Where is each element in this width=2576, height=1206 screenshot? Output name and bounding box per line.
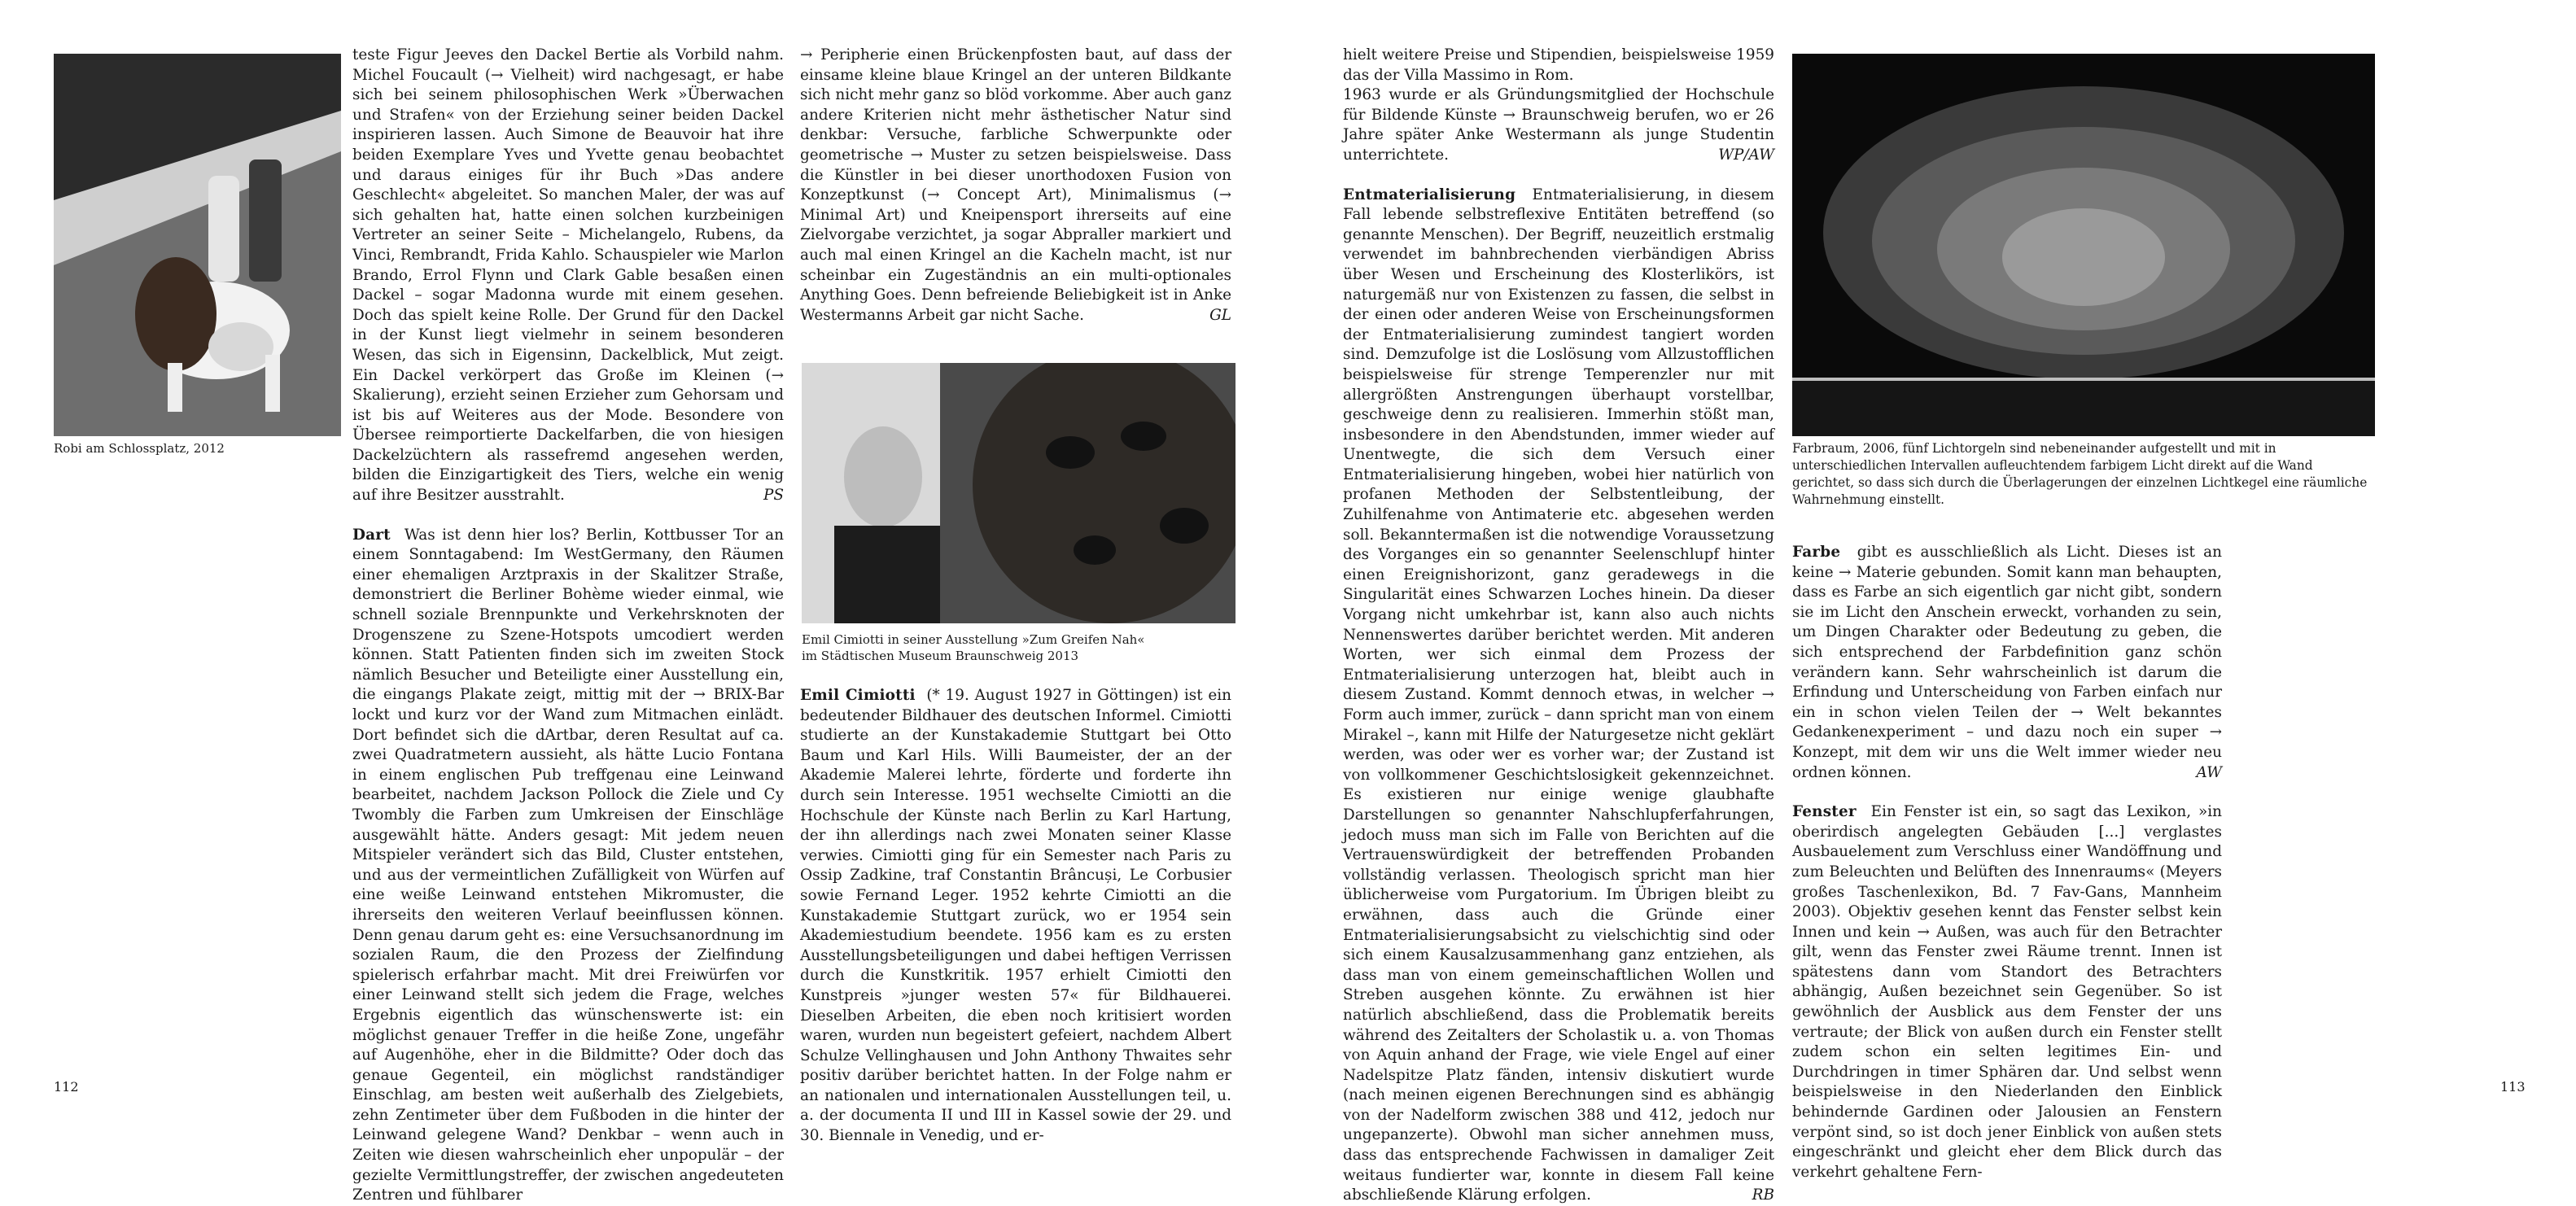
right-column-left	[1343, 46, 1774, 1206]
entry-heading: Farbe	[1792, 544, 1841, 561]
entry-farbe: Farbe gibt es ausschließlich als Licht. Dieses ist an keine → Materie gebunden. Somit kann man behaupten, dass es Farbe an sich eigentlich gar nicht gibt, sondern sie im Licht den Anschein erweckt, vorhanden zu sein, um Dingen Charakter oder Bedeutung zu geben, die sich entsprechend der Farbdefinition ganz schön verändern kann. Sehr wahrscheinlich ist darum die Erfindung und Unterscheidung von Farben einfach nur ein in schon vielen Teilen der → Welt bekanntes Gedankenexperiment – und dazu noch ein super → Konzept, mit dem wir uns die Welt immer wieder neu ordnen können. AW	[1792, 543, 2222, 783]
cimiotti-entry-continued-2: 1963 wurde er als Gründungsmitglied der Hochschule für Bildende Künste → Braunschweig berufen, wo er 26 Jahre später Anke Westermann als junge Studentin unterrichtete. WP/AW	[1343, 85, 1774, 165]
entry-heading: Entmaterialisierung	[1343, 186, 1516, 203]
entry-heading: Dart	[352, 526, 391, 544]
signature: PS	[763, 487, 784, 505]
dart-entry-continued: → Peripherie einen Brückenpfosten baut, auf dass der einsame kleine blaue Kringel an der unteren Bildkante sich nicht mehr ganz so blöd vorkomme. Aber auch ganz andere Kriterien nicht mehr ästhetischer Natur sind denkbar: Versuche, farbliche Schwerpunkte oder geometrische → Muster zu setzen beispielsweise. Dass die Künstler in bei dieser unorthodoxen Fusion von Konzeptkunst (→ Concept Art), Minimalismus (→ Minimal Art) und Kneipensport ihrerseits auf eine Zielvorgabe verzichtet, ja sogar Abpraller markiert und auch mal einen Kringel an die Kacheln macht, ist nur scheinbar ein Zugeständnis an ein multi-optionales Anything Goes. Denn befreiende Beliebigkeit ist in Anke Westermanns Arbeit gar nicht Sache. GL	[800, 46, 1231, 326]
signature: AW	[2196, 763, 2222, 781]
cimiotti-entry-continued: hielt weitere Preise und Stipendien, beispielsweise 1959 das der Villa Massimo in Rom.	[1343, 46, 1774, 84]
entry-heading: Emil Cimiotti	[800, 687, 916, 704]
portrait-photo	[802, 363, 1236, 623]
dog-photo-caption: Robi am Schlossplatz, 2012	[54, 441, 225, 456]
signature: RB	[1752, 1186, 1774, 1204]
dog-photo	[54, 54, 341, 436]
entry-dart: Dart Was ist denn hier los? Berlin, Kottbusser Tor an einem Sonntagabend: Im WestGermany, den Räumen einer ehemaligen Arztpraxis in der Skalitzer Straße, demonstriert die Berliner Bohème wieder einmal, wie schnell soziale Brennpunkte und Verkehrsknoten der Drogenszene zu Szene-Hotspots umcodiert werden können. Statt Patienten finden sich im zweiten Stock nämlich Besucher und Beteiligte einer Ausstellung ein, die eingangs Plakate zeigt, mittig mit der → BRIX-Bar lockt und kurz vor der Wand zum Mitmachen einlädt. Dort befindet sich die dArtbar, deren Resultat auf ca. zwei Quadratmetern aussieht, als hätte Lucio Fontana in einem englischen Pub treffgenau eine Leinwand bearbeitet, nachdem Jackson Pollock die Ziele und Cy Twombly die Farben zum Umkreisen der Einschläge ausgewählt hätte. Anders gesagt: Mit jedem neuen Mitspieler verändert sich das Bild, Cluster entstehen, und aus der vermeintlichen Zufälligkeit von Würfen auf eine weiße Leinwand entstehen Mikromuster, die ihrerseits den weiteren Verlauf beeinflussen können. Denn genau darum geht es: eine Versuchsanordnung im sozialen Raum, die den Prozess der Zielfindung spielerisch erfahrbar macht. Mit drei Freiwürfen vor einer Leinwand stellt sich jedem die Frage, welches Ergebnis eigentlich das wünschenswerte ist: ein möglichst genauer Treffer in die heiße Zone, ungefähr auf Augenhöhe, eher in die Bildmitte? Oder doch das genaue Gegenteil, ein möglichst randständiger Einschlag, am besten weit außerhalb des Zielgebiets, zehn Zentimeter über dem Fußboden in die hinter der Leinwand gelegene Wand? Denkbar – wenn auch in Zeiten wie diesen wahrscheinlich eher unpopulär – der gezielte Vermittlungstreffer, der zwischen angedeuteten Zentren und fühlbarer	[352, 526, 784, 1204]
light-photo-caption: Farbraum, 2006, fünf Lichtorgeln sind nebeneinander aufgestellt und mit in unterschiedlichen Intervallen aufleuchtendem farbigem Licht direkt auf die Wand gerichtet, so dass sich durch die Überlagerungen der einzelnen Lichtkegel eine räumliche Wahrnehmung einstellt.	[1792, 441, 2368, 507]
entry-heading: Fenster	[1792, 803, 1857, 821]
entry-fenster: Fenster Ein Fenster ist ein, so sagt das Lexikon, »in oberirdisch angelegten Gebäuden [...] verglastes Ausbauelement zum Verschluss einer Wandöffnung und zum Beleuchten und Belüften des Innenraums« (Meyers großes Taschenlexikon, Bd. 7 Fav-Gans, Mannheim 2003). Objektiv gesehen kennt das Fenster selbst kein Innen und kein → Außen, was auch für den Betrachter gilt, wenn das Fenster zwei Räume trennt. Innen ist spätestens dann vom Standort des Betrachters abhängig, Außen bezeichnet sein Gegenüber. So ist gewöhnlich der Ausblick aus dem Fenster der uns vertraute; der Blick von außen durch ein Fenster stellt zudem schon ein selten legitimes Ein- und Durchdringen in timer Sphären dar. Und selbst wenn beispielsweise in den Niederlanden den Einblick behindernde Gardinen oder Jalousien an Fenstern verpönt sind, so ist doch jener Einblick von außen stets eingeschränkt und gleicht eher dem Blick durch das verkehrt gehaltene Fern-	[1792, 803, 2222, 1181]
portrait-photo-caption	[802, 631, 1241, 664]
caption-line: Emil Cimiotti in seiner Ausstellung »Zum Greifen Nah«	[802, 632, 1145, 647]
light-installation-photo	[1792, 54, 2375, 436]
dackel-entry-continued: teste Figur Jeeves den Dackel Bertie als Vorbild nahm. Michel Foucault (→ Vielheit) wird nachgesagt, er habe sich bei seinem philosophischen Werk »Überwachen und Strafen« von der Erziehung seiner beiden Dackel inspirieren lassen. Auch Simone de Beauvoir hat ihre beiden Exemplare Yves und Yvette genau beobachtet und daraus einiges für ihr Buch »Das andere Geschlecht« abgeleitet. So manchen Maler, der was auf sich gehalten hat, hatte einen solchen kurzbeinigen Vertreter an seiner Seite – Michelangelo, Rubens, da Vinci, Rembrandt, Frida Kahlo. Schauspieler wie Marlon Brando, Errol Flynn und Clark Gable besaßen einen Dackel – sogar Madonna wurde mit einem gesehen. Doch das spielt keine Rolle. Der Grund für den Dackel in der Kunst liegt vielmehr in seinem besonderen Wesen, das sich in Eigensinn, Dackelblick, Mut zeigt. Ein Dackel verkörpert das Große im Kleinen (→ Skalierung), erzieht seinen Erzieher zum Gehorsam und ist bis auf Weiteres aus der Mode. Besondere von Übersee reimportierte Dackelfarben, die von hiesigen Dackelzüchtern als rassefremd angesehen werden, bilden die Einzigartigkeit des Tiers, welche ein wenig auf ihre Besitzer ausstrahlt. PS	[352, 46, 784, 506]
signature: GL	[1209, 306, 1231, 324]
page-number-right: 113	[2500, 1079, 2526, 1095]
page-number-left: 112	[54, 1079, 79, 1095]
middle-column-top	[800, 46, 1231, 326]
caption-line: im Städtischen Museum Braunschweig 2013	[802, 649, 1079, 663]
left-column	[352, 46, 784, 1206]
entry-cimiotti: Emil Cimiotti (* 19. August 1927 in Göttingen) ist ein bedeutender Bildhauer des deutschen Informel. Cimiotti studierte an der Kunstakademie Stuttgart bei Otto Baum und Karl Hils. Willi Baumeister, der an der Akademie Malerei lehrte, förderte und forderte ihn durch sein Interesse. 1951 wechselte Cimiotti an die Hochschule der Künste nach Berlin zu Karl Hartung, der ihn allerdings nach zwei Monaten seiner Klasse verwies. Cimiotti ging für ein Semester nach Paris zu Ossip Zadkine, traf Constantin Brâncuși, Le Corbusier sowie Fernand Leger. 1952 kehrte Cimiotti an die Kunstakademie Stuttgart zurück, wo er 1954 sein Akademiestudium beendete. 1956 kam es zu ersten Ausstellungsbeteiligungen und dabei heftigen Verrissen durch die Kunstkritik. 1957 erhielt Cimiotti den Kunstpreis »junger westen 57« für Bildhauerei. Dieselben Arbeiten, die eben noch kritisiert worden waren, wurden nun begeistert gefeiert, nachdem Albert Schulze Vellinghausen und John Anthony Thwaites sehr positiv darüber berichtet hatten. In der Folge nahm er an nationalen und internationalen Ausstellungen teil, u. a. der documenta II und III in Kassel sowie der 29. und 30. Biennale in Venedig, und er-	[800, 687, 1231, 1145]
signature: WP/AW	[1718, 146, 1774, 164]
middle-column-bottom	[800, 686, 1231, 1147]
right-column-right	[1792, 543, 2222, 1182]
entry-entmaterialisierung: Entmaterialisierung Entmaterialisierung, in diesem Fall lebende selbstreflexive Entitäten betreffend (so genannte Menschen). Der Begriff, neuzeitlich erstmalig verwendet im bahnbrechenden vierbändigen Abriss über Wesen und Erscheinung des Klosterlikörs, ist naturgemäß nur von Existenzen zu fassen, die selbst in der einen oder anderen Weise von Erscheinungsformen der Entmaterialisierung zumindest tangiert worden sind. Demzufolge ist die Loslösung vom Allzustofflichen beispielsweise für strenge Temperenzler nur mit allergrößten Anstrengungen überhaupt vorstellbar, geschweige denn zu realisieren. Immerhin stößt man, insbesondere in den Abendstunden, immer wieder auf Unentwegte, die sich dem Versuch einer Entmaterialisierung hingeben, wobei hier natürlich von profanen Methoden der Selbstentleibung, der Zuhilfenahme von Antimaterie etc. abgesehen werden soll. Bekanntermaßen ist die notwendige Voraussetzung des Vorganges ein so genannter Seelenschlupf hinter einen Ereignishorizont, ganz geradewegs in die Singularität eines Schwarzen Loches hinein. Da dieser Vorgang nicht umkehrbar ist, kann also auch nichts Nennenswertes darüber berichtet werden. Mit anderen Worten, wer sich einmal dem Prozess der Entmaterialisierung unterzogen hat, bleibt auch in diesem Zustand. Kommt dennoch etwas, in welcher → Form auch immer, zurück – dann spricht man von einem Mirakel –, kann mit Hilfe der Naturgesetze nicht geklärt werden, was oder wer es vorher war; der Zustand ist von vollkommener Geschichtslosigkeit gekennzeichnet. Es existieren nur einige wenige glaubhafte Darstellungen so genannter Nahschlupferfahrungen, jedoch muss man sich im Falle von Berichten auf die Vertrauenswürdigkeit der betreffenden Probanden vollständig verlassen. Theologisch spricht man hier üblicherweise vom Purgatorium. Im Übrigen bleibt zu erwähnen, dass auch die Gründe einer Entmaterialisierungsabsicht zu vielschichtig sind oder sich einem Kausalzusammenhang ganz entziehen, als dass man von einem gemeinschaftlichen Wollen und Streben ausgehen könnte. Zu erwähnen ist hier natürlich abschließend, dass die Problematik bereits während des Zeitalters der Scholastik u. a. von Thomas von Aquin anhand der Frage, wie viele Engel auf einer Nadelspitze Platz fänden, intensiv diskutiert wurde (nach meinen eigenen Berechnungen sind es abhängig von der Nadelform zwischen 388 und 412, jedoch nur ungepanzerte). Obwohl man sicher annehmen muss, dass das entsprechende Fachwissen in damaliger Zeit weitaus fundierter war, konnte in diesem Fall keine abschließende Klärung erfolgen. RB	[1343, 186, 1774, 1206]
